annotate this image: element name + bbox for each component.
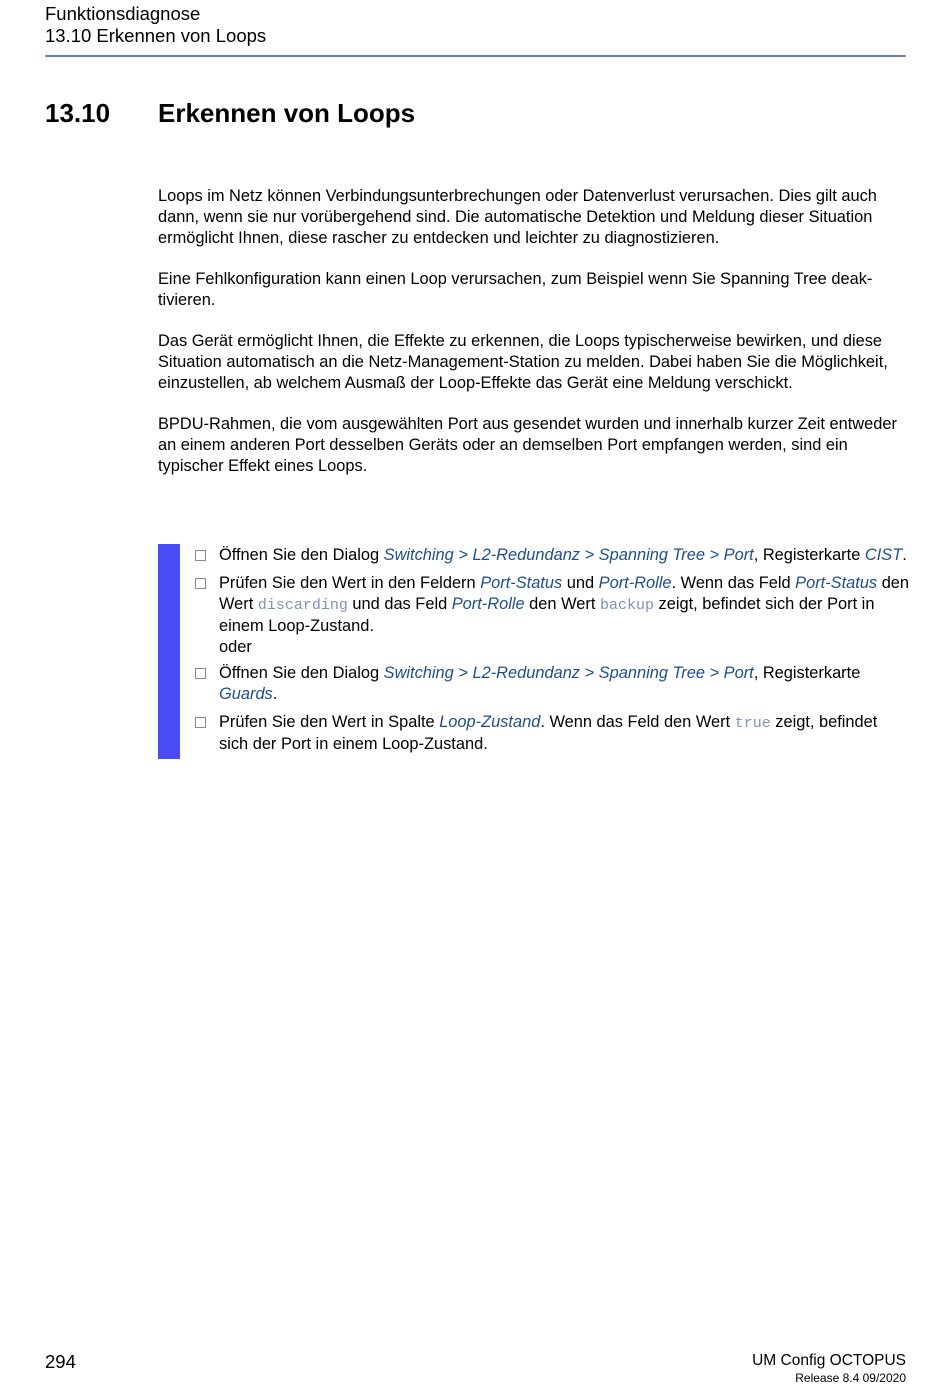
field-port-status: Port-Status: [795, 574, 878, 592]
running-header: [45, 3, 266, 47]
instruction-block: [158, 544, 908, 759]
tab-link-guards[interactable]: Guards: [219, 685, 273, 703]
field-port-rolle: Port-Rolle: [598, 574, 672, 592]
checkbox-icon: [195, 717, 206, 728]
instruction-bar: [158, 544, 180, 759]
checkbox-icon: [195, 578, 206, 589]
paragraph: Loops im Netz können Verbindungsunterbrechungen oder Datenverlust verursachen. Dies gilt auch dann, wenn sie nur vorübergehend sind. Die automatische Detektion und Meldung dieser Situation ermöglicht Ihnen, diese rascher zu entdecken und leichter zu diagnostizieren.: [158, 187, 877, 247]
dialog-path-link[interactable]: Switching > L2-Redundanz > Spanning Tree > Port: [383, 546, 754, 564]
tab-link-cist[interactable]: CIST: [864, 546, 903, 564]
value-backup: backup: [599, 597, 654, 614]
step-item: Öffnen Sie den Dialog Switching > L2-Redundanz > Spanning Tree > Port, Registerkarte CIST.: [195, 545, 910, 566]
value-true: true: [734, 715, 771, 732]
header-rule: [45, 55, 906, 57]
section-number: 13.10: [45, 98, 111, 128]
body-text: [158, 186, 908, 497]
step-item: Prüfen Sie den Wert in den Feldern Port-Status und Port-Rolle. Wenn das Feld Port-Status den Wert discarding und das Feld Port-Rolle den Wert backup zeigt, befindet sich der Port in einem Loop-Zustand. oder: [195, 573, 910, 658]
dialog-path-link[interactable]: Switching > L2-Redundanz > Spanning Tree > Port: [383, 664, 754, 682]
or-text: oder: [219, 638, 252, 656]
column-loop-zustand: Loop-Zustand: [439, 713, 541, 731]
header-section: 13.10 Erkennen von Loops: [45, 25, 267, 46]
section-title-text: Erkennen von Loops: [158, 98, 416, 128]
value-discarding: discarding: [257, 597, 348, 614]
step-item: Öffnen Sie den Dialog Switching > L2-Redundanz > Spanning Tree > Port, Registerkarte Guards.: [195, 663, 910, 705]
field-port-rolle: Port-Rolle: [451, 595, 525, 613]
page-number: 294: [45, 1351, 76, 1372]
paragraph: Das Gerät ermöglicht Ihnen, die Effekte zu erkennen, die Loops typischerweise bewirken, und diese Situation automatisch an die Netz-Management-Station zu melden. Dabei haben Sie die Möglichkeit, einzustellen, ab welchem Ausmaß der Loop-Effekte das Gerät eine Meldung verschickt.: [158, 332, 888, 392]
section-title: [45, 98, 415, 129]
paragraph: BPDU-Rahmen, die vom ausgewählten Port aus gesendet wurden und innerhalb kurzer Zeit entweder an einem anderen Port desselben Geräts oder an demselben Port empfangen werden, sind ein typischer Effekt eines Loops.: [158, 415, 897, 475]
field-port-status: Port-Status: [480, 574, 563, 592]
checkbox-icon: [195, 668, 206, 679]
footer-release: Release 8.4 09/2020: [795, 1371, 906, 1385]
checkbox-icon: [195, 550, 206, 561]
header-chapter: Funktionsdiagnose: [45, 3, 201, 24]
step-item: Prüfen Sie den Wert in Spalte Loop-Zustand. Wenn das Feld den Wert true zeigt, befindet sich der Port in einem Loop-Zustand.: [195, 712, 910, 755]
footer-product: UM Config OCTOPUS: [752, 1352, 906, 1369]
paragraph: Eine Fehlkonfiguration kann einen Loop verursachen, zum Beispiel wenn Sie Spanning Tree deak-tivieren.: [158, 270, 873, 309]
